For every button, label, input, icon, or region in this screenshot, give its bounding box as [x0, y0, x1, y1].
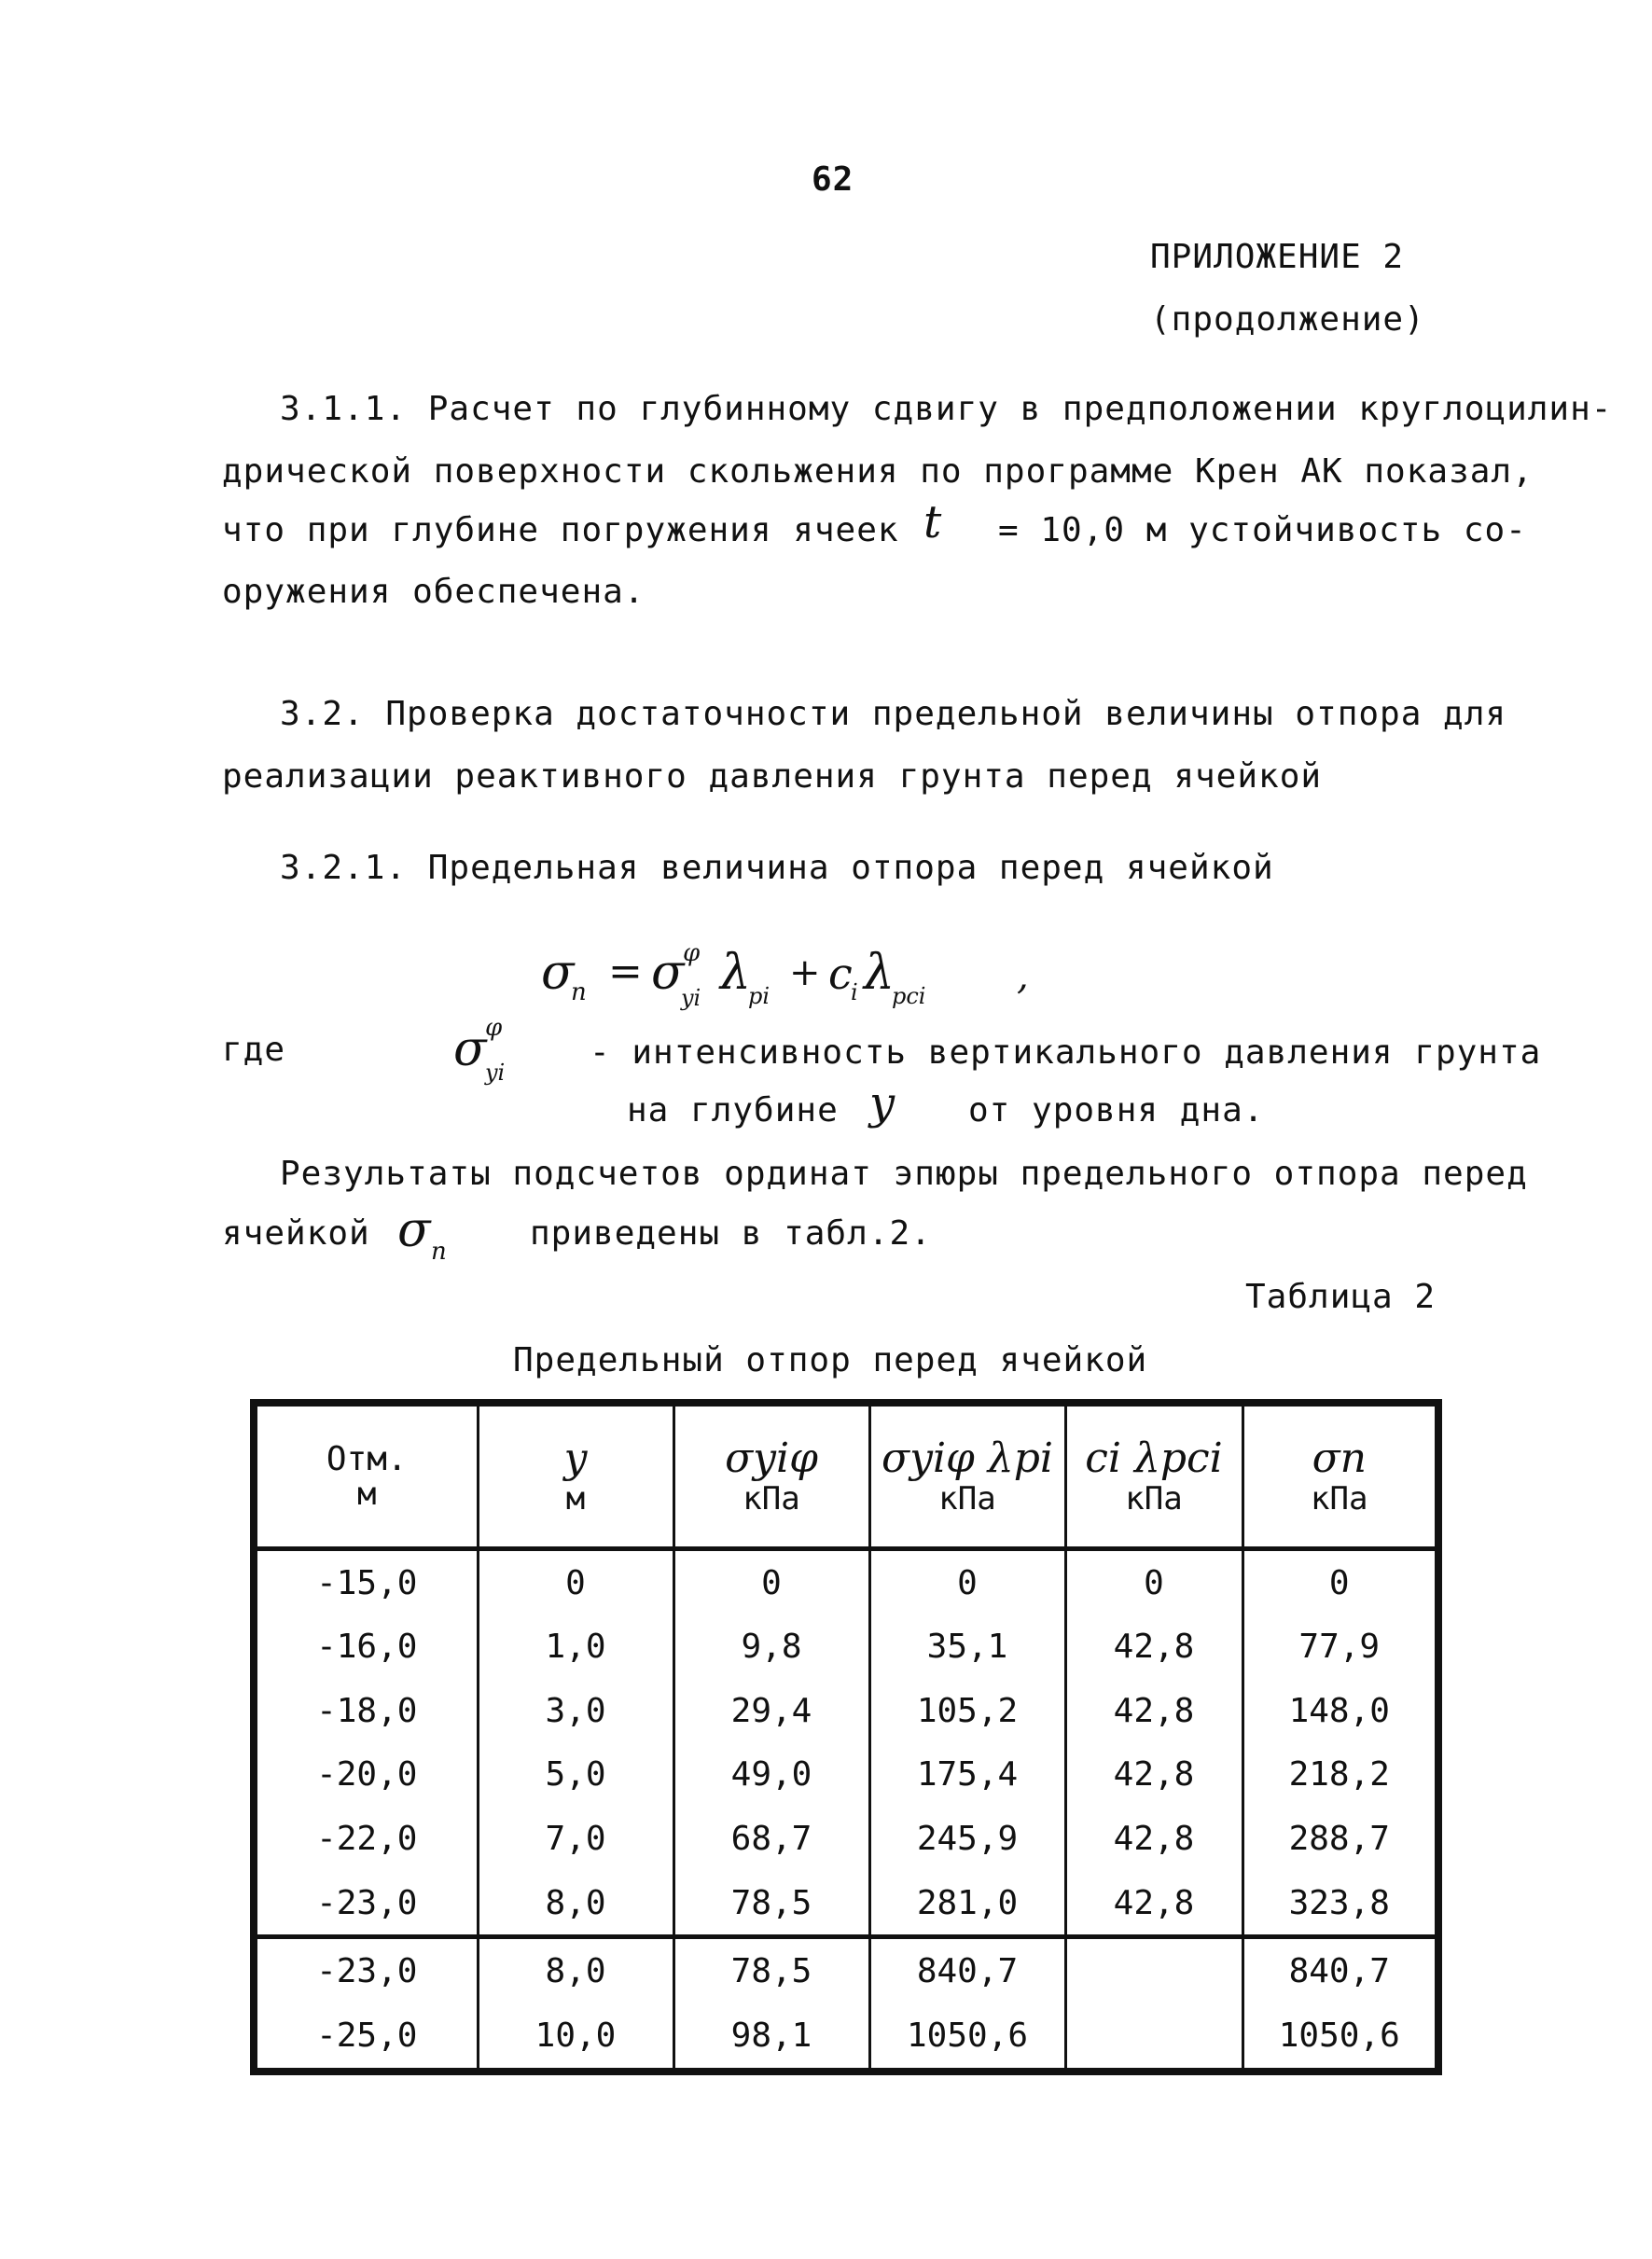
where-text2a: на глубине	[627, 1091, 839, 1130]
formula-sigma-n	[532, 923, 1073, 1026]
header-pressure-lambda: σyiφ λpi кПа	[869, 1403, 1065, 1549]
svg-text:i: i	[851, 979, 858, 1005]
sigma-n-symbol	[392, 1194, 485, 1268]
svg-text:φ: φ	[683, 939, 701, 967]
table-row: -18,0 3,0 29,4 105,2 42,8 148,0	[254, 1679, 1438, 1743]
header-depth-y: y м	[478, 1403, 673, 1549]
depth-symbol-t: t	[923, 496, 942, 548]
svg-text:λ: λ	[720, 945, 751, 1001]
sigma-y-symbol	[448, 1007, 541, 1091]
svg-text:σ: σ	[651, 945, 685, 1001]
table-row: -22,0 7,0 68,7 245,9 42,8 288,7	[254, 1807, 1438, 1871]
para-32-line1: 3.2. Проверка достаточности предельной величины отпора для	[280, 695, 1507, 733]
table-row: -16,0 1,0 9,8 35,1 42,8 77,9	[254, 1615, 1438, 1680]
svg-text:σ: σ	[453, 1021, 487, 1077]
svg-text:σ: σ	[541, 945, 575, 1001]
table-header-row	[254, 1403, 1438, 1549]
depth-symbol-y: y	[869, 1077, 895, 1130]
svg-text:n: n	[431, 1238, 447, 1266]
svg-text:λ: λ	[864, 945, 895, 1001]
where-word: где	[222, 1031, 286, 1069]
table-row: -15,0 0 0 0 0 0	[254, 1549, 1438, 1615]
table-row: -23,0 8,0 78,5 281,0 42,8 323,8	[254, 1871, 1438, 1937]
para-311-line2: дрической поверхности скольжения по программе Крен АК показал,	[222, 452, 1534, 491]
where-text1: - интенсивность вертикального давления грунта	[590, 1033, 1542, 1072]
results-line1: Результаты подсчетов ординат эпюры предельного отпора перед	[280, 1155, 1528, 1193]
svg-text:yi: yi	[681, 985, 701, 1011]
para-311-line3a: что при глубине погружения ячеек	[222, 511, 899, 549]
header-cohesion-lambda: ci λpci кПа	[1065, 1403, 1242, 1549]
page-number: 62	[812, 160, 854, 199]
para-311-line4: оружения обеспечена.	[222, 573, 646, 611]
header-vertical-pressure: σyiφ кПа	[673, 1403, 869, 1549]
para-311-line3b: = 10,0 м устойчивость со-	[998, 511, 1527, 549]
header-sigma-n: σп кПа	[1242, 1403, 1438, 1549]
table-row: -20,0 5,0 49,0 175,4 42,8 218,2	[254, 1743, 1438, 1808]
svg-text:φ: φ	[485, 1014, 503, 1042]
appendix-subtitle: (продолжение)	[1150, 300, 1425, 339]
para-32-line2: реализации реактивного давления грунта перед ячейкой	[222, 757, 1323, 796]
table-row: -25,0 10,0 98,1 1050,6 1050,6	[254, 2003, 1438, 2072]
svg-text:=: =	[608, 948, 643, 995]
svg-text:yi: yi	[485, 1060, 506, 1086]
svg-text:,: ,	[1017, 955, 1029, 998]
table-label: Таблица 2	[1245, 1278, 1437, 1316]
appendix-title: ПРИЛОЖЕНИЕ 2	[1150, 238, 1405, 276]
svg-text:n: n	[571, 978, 587, 1006]
svg-text:+: +	[789, 951, 821, 994]
header-elevation: Отм. м	[254, 1403, 478, 1549]
where-text2b: от уровня дна.	[968, 1091, 1265, 1130]
results-line2b: приведены в табл.2.	[530, 1214, 932, 1253]
para-311-line1: 3.1.1. Расчет по глубинному сдвигу в предположении круглоцилин-	[280, 390, 1613, 428]
svg-text:pi: pi	[748, 983, 770, 1009]
results-table	[250, 1399, 1442, 2075]
results-line2a: ячейкой	[222, 1214, 370, 1253]
para-321-line1: 3.2.1. Предельная величина отпора перед ячейкой	[280, 849, 1274, 887]
svg-text:c: c	[828, 949, 853, 999]
svg-text:pci: pci	[892, 983, 926, 1009]
svg-text:σ: σ	[397, 1202, 431, 1258]
table-row: -23,0 8,0 78,5 840,7 840,7	[254, 1937, 1438, 2003]
table-caption: Предельный отпор перед ячейкой	[513, 1341, 1148, 1379]
